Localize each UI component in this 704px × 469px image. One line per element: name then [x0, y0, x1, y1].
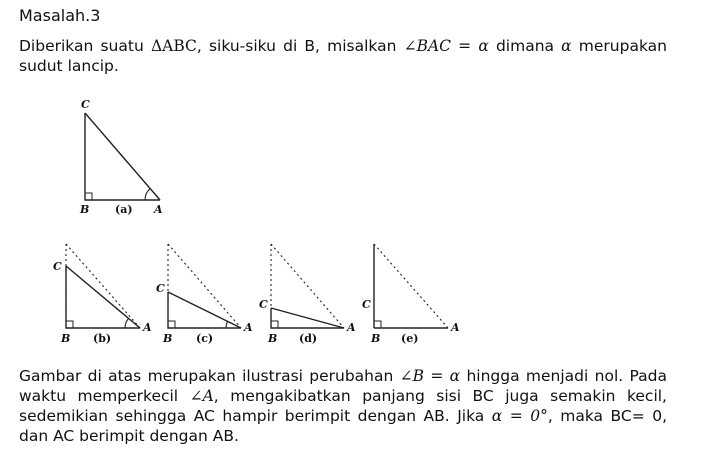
- alpha-zero-expression: α = 0°: [491, 407, 548, 425]
- figure-a: [79, 98, 163, 216]
- figure-e-original-hypotenuse: [374, 244, 448, 328]
- figure-a-label-b: B: [80, 203, 90, 216]
- figure-d-hypotenuse: [271, 308, 344, 328]
- figure-a-caption: (a): [115, 203, 133, 216]
- figure-d-label-c: C: [259, 298, 268, 311]
- figure-c-label-c: C: [156, 282, 165, 295]
- statement-text-2: , siku-siku di B, misalkan: [196, 37, 404, 55]
- angle-bac-expression: ∠BAC = α: [403, 37, 489, 55]
- figure-b: [53, 244, 152, 345]
- figure-b-caption: (b): [93, 332, 112, 345]
- figure-d-original-hypotenuse: [271, 244, 344, 328]
- figure-a-label-a: A: [154, 203, 163, 216]
- statement-text-4: merupakan sudut lancip.: [19, 37, 667, 75]
- angle-a-expression: ∠A: [189, 387, 214, 405]
- figure-a-hypotenuse: [85, 113, 160, 200]
- explanation-text-3: , mengakibatkan panjang sisi BC juga semakin kecil, sedemikian sehingga AC hampir berimpit dengan AB. Jika: [19, 387, 667, 425]
- figure-c-right-angle-mark: [168, 321, 175, 328]
- explanation-text-1: Gambar di atas merupakan ilustrasi perubahan: [19, 367, 400, 385]
- figure-d-right-angle-mark: [271, 321, 278, 328]
- figure-b-label-b: B: [61, 332, 71, 345]
- problem-heading: Masalah.3: [19, 6, 101, 25]
- figure-b-original-hypotenuse: [66, 244, 140, 328]
- figure-c: [156, 244, 253, 345]
- statement-text-1: Diberikan suatu: [19, 37, 151, 55]
- figure-e-label-b: B: [371, 332, 381, 345]
- figure-e-label-c: C: [362, 298, 371, 311]
- explanation-text-4: , maka BC= 0, dan AC berimpit dengan AB.: [19, 407, 667, 445]
- figure-b-right-angle-mark: [66, 321, 73, 328]
- figure-d: [259, 244, 356, 345]
- figure-b-hypotenuse: [66, 266, 140, 328]
- figure-a-angle-arc: [145, 189, 150, 200]
- figure-d-caption: (d): [299, 332, 318, 345]
- figure-e: [362, 244, 460, 345]
- angle-b-expression: ∠B = α: [399, 367, 461, 385]
- figure-d-label-a: A: [347, 321, 356, 334]
- triangle-symbol: ΔABC: [150, 37, 197, 55]
- figure-a-right-angle-mark: [85, 193, 92, 200]
- figure-b-angle-arc: [125, 318, 129, 328]
- figure-b-label-c: C: [53, 260, 62, 273]
- explanation-text-2: hingga menjadi nol. Pada waktu memperkecil: [19, 367, 668, 405]
- figure-c-label-b: B: [163, 332, 173, 345]
- figure-c-angle-arc: [226, 321, 228, 328]
- figure-c-label-a: A: [244, 321, 253, 334]
- figure-c-original-hypotenuse: [168, 244, 241, 328]
- explanation-paragraph: [19, 366, 667, 446]
- figure-d-label-b: B: [268, 332, 278, 345]
- figure-c-hypotenuse: [168, 292, 241, 328]
- figure-b-label-a: A: [143, 321, 152, 334]
- figure-e-caption: (e): [401, 332, 419, 345]
- alpha-symbol: α: [561, 37, 572, 55]
- figure-e-label-a: A: [451, 321, 460, 334]
- figure-e-right-angle-mark: [374, 321, 381, 328]
- figure-c-caption: (c): [196, 332, 214, 345]
- figure-a-label-c: C: [81, 98, 90, 111]
- statement-text-3: dimana: [488, 37, 562, 55]
